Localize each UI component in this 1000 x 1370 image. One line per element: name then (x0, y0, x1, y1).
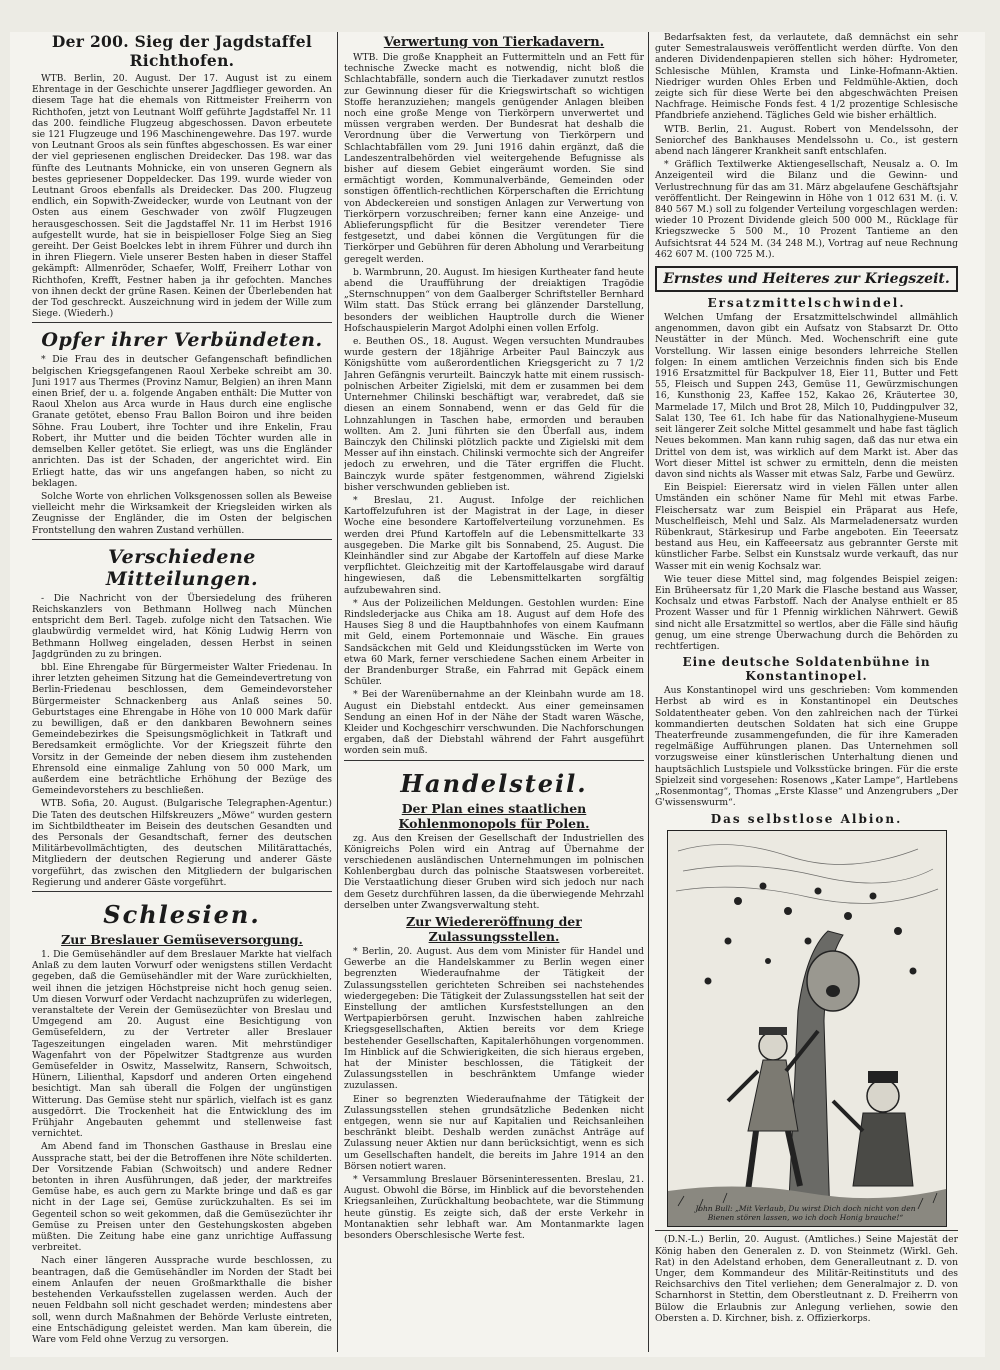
article-paragraph: WTB. Berlin, 21. August. Robert von Mendelssohn, der Seniorchef des Bankhauses Mendelssohn u. Co., ist gestern abend nach längerer Krankheit sanft entschlafen. (655, 123, 958, 158)
article-paragraph: (D.N.-L.) Berlin, 20. August. (Amtliches.) Seine Majestät der König haben den Generalen z. D. von Steinmetz (Wirkl. Geh. Rat) in den Adelstand erhoben, dem Generalleutnant z. D. von Unger, dem Kommandeur des Militär-Reitinstituts und des Reichsarchivs den Titel verliehen; dem Generalmajor z. D. von Scharnhorst in Stettin, dem Oberstleutnant z. D. Freiherrn von Bülow die Erlaubnis zur Anlegung verliehen, sowie den Obersten a. D. Kirchner, bish. z. Offizierkorps. (655, 1234, 958, 1324)
divider (344, 760, 644, 761)
article-paragraph: * Aus der Polizeilichen Meldungen. Gestohlen wurden: Eine Rindslederjacke aus Chika am 18. August auf dem Hofe des Hauses Sieg 8 und die Hauptbahnhofes von einem Kaufmann mit Geld, einem Portemonnaie und Wäsche. Ein graues Sandsäckchen mit Geld und Kleidungsstücken im Werte von etwa 60 Mark, ferner verschiedene Sachen einem Arbeiter in der Brandenburger Straße, ein Fahrrad mit Gepäck einem Schüler. (344, 597, 644, 688)
article-paragraph: * Bei der Warenübernahme an der Kleinbahn wurde am 18. August ein Diebstahl entdeckt. Aus einer gemeinsamen Sendung an einen Hof in der Nähe der Stadt waren Wäsche, Kleider und Kochgeschirr verschwunden. Die Nachforschungen ergaben, daß der Diebstahl während der Fahrt ausgeführt worden sein muß. (344, 689, 644, 757)
article-paragraph: Nach einer längeren Aussprache wurde beschlossen, zu beantragen, daß die Gemüsehändler im Norden der Stadt bei einem Anlaufen der neuen Großmarkthalle die bisher bestehenden Verkaufsstellen zugelassen werden. Auch der neuen Feldbahn soll nicht geschadet werden; mindestens aber soll, wenn durch Maßnahmen der Behörde Verluste eintreten, eine Entschädigung geleistet werden. Man kam überein, die Ware vom Feld ohne Verzug zu versorgen. (32, 1255, 332, 1345)
article-paragraph: e. Beuthen OS., 18. August. Wegen versuchten Mundraubes wurde gestern der 18jährige Arbeiter Paul Bainczyk aus Königshütte vom außerordentlichen Kriegsgericht zu 7 1/2 Jahren Gefängnis verurteilt. Bainczyk hatte mit einem russisch-polnischen Arbeiter Zigielski, mit dem er zusammen bei dem Unternehmer Chilinski beschäftigt war, verabredet, daß sie diesen an einem Sonnabend, wenn er das Geld für die Lohnzahlungen in Taschen habe, ermorden und berauben wollten. Am 2. Juni führten sie den Überfall aus, indem Bainczyk den Chilinski plötzlich packte und Zigielski mit dem Messer auf ihn einstach. Chilinski vermochte sich der Angreifer jedoch zu erwehren, und die Täter ergriffen die Flucht. Bainczyk wurde später festgenommen, während Zigielski bisher verschwunden geblieben ist. (344, 336, 644, 493)
article-paragraph: Welchen Umfang der Ersatzmittelschwindel allmählich angenommen, davon gibt ein Aufsatz von Stabsarzt Dr. Otto Neustätter in der Münch. Med. Wochenschrift eine gute Vorstellung. Wir lassen einige besonders lehrreiche Stellen folgen: In einem amtlichen Verzeichnis finden sich bis Ende 1916 Ersatzmittel für Backpulver 18, Eier 11, Butter und Fett 55, Fleisch und Suppen 243, Gemüse 11, Gewürzmischungen 16, Kunsthonig 23, Kaffee 152, Kakao 26, Kräutertee 30, Marmelade 17, Milch und Brot 28, Milch 10, Puddingpulver 32, Salat 130, Tee 61. Ich habe für das Nationalhygiene-Museum seit längerer Zeit solche Mittel gesammelt und habe fast täglich Neues bekommen. Man kann ruhig sagen, daß das nur etwa ein Drittel von dem ist, was wirklich auf dem Markt ist. Aber das Wort dieser Mittel ist schwer zu ermitteln, denn die meisten davon sind nichts als Wasser mit etwas Salz, Farbe und Gewürz. (655, 312, 958, 480)
article-paragraph: 1. Die Gemüsehändler auf dem Breslauer Markte hat vielfach Anlaß zu dem lauten Vorwurf oder wenigstens stillen Verdacht gegeben, daß die Gemüsehändler mit der Ware zurückhielten, weil ihnen die jetzigen Höchstpreise nicht hoch genug seien. Um diesen Vorwurf oder Verdacht nachzuprüfen zu widerlegen, veranstaltete der Verein der Gemüsezüchter von Breslau und Umgegend am 20. August eine Besichtigung von Gemüsefeldern, zu der Vertreter aller Breslauer Tageszeitungen eingeladen waren. Mit mehrstündiger Wagenfahrt von der Pöpelwitzer Stadtgrenze aus wurden Gemüsefelder in Oswitz, Masselwitz, Ransern, Schwoitsch, Hünern, Lilienthal, Kapsdorf und anderen Orten eingehend besichtigt. Man sah überall die Folgen der ungünstigen Witterung. Das Gemüse steht nur spärlich, vielfach ist es ganz ausgedörrt. Die Trockenheit hat die Entwicklung des im Frühjahr Angebauten gehemmt und stellenweise fast vernichtet. (32, 949, 332, 1140)
article-paragraph: Aus Konstantinopel wird uns geschrieben: Vom kommenden Herbst ab wird es in Konstantinopel ein Deutsches Soldatentheater geben. Von den zahlreichen nach der Türkei kommandierten deutschen Soldaten hat sich eine Gruppe Theaterfreunde zusammengefunden, die für ihre Kameraden regelmäßige Aufführungen planen. Das Unternehmen soll vorzugsweise einer künstlerischen Unterhaltung dienen und hauptsächlich Lustspiele und Volksstücke bringen. Für die erste Spielzeit sind vorgesehen: Rosenows „Kater Lampe“, Hartlebens „Rosenmontag“, Thomas „Erste Klasse“ und Anzengrubers „Der G'wissenswurm“. (655, 685, 958, 809)
column-rule (337, 32, 338, 1352)
headline-verschiedene: Verschiedene Mitteilungen. (105, 545, 259, 590)
divider (655, 1230, 958, 1231)
article-paragraph: bbl. Eine Ehrengabe für Bürgermeister Walter Friedenau. In ihrer letzten geheimen Sitzung hat die Gemeindevertretung von Berlin-Friedenau beschlossen, dem Gemeindevorsteher Bürgermeister Schnackenberg aus Anlaß seines 50. Geburtstages eine Ehrengabe in Höhe von 10 000 Mark dafür zu bewilligen, daß er den dankbaren Bewohnern seines Gemeindebezirkes die Speisungsmöglichkeit in Tatkraft und Beredsamkeit ermöglichte. Vor der Kriegszeit führte den Vorsitz in der Gemeinde der neben diesem ihm zustehenden Ehrensold eine einmalige Zahlung von 50 000 Mark, um außerdem eine beträchtliche Erhöhung der Bezüge des Gemeindevorstehers zu beschließen. (32, 661, 332, 797)
subheadline-zulassungsstellen: Zur Wiedereröffnung der Zulassungsstellen. (406, 914, 582, 945)
article-paragraph: Wie teuer diese Mittel sind, mag folgendes Beispiel zeigen: Ein Brüheersatz für 1,20 Mark die Flasche bestand aus Wasser, Kochsalz und etwas Farbstoff. Nach der Analyse enthielt er 85 Prozent Wasser und für 1 Pfennig wirklichen Nährwert. Gewiß sind nicht alle Ersatzmittel so wertlos, aber die Fälle sind häufig genug, um eine strenge Überwachung durch die Behörden zu rechtfertigen. (655, 573, 958, 652)
headline-jagdstaffel: Der 200. Sieg der Jagdstaffel Richthofen. (51, 32, 313, 70)
headline-ernstes-heiteres: Ernstes und Heiteres zur Kriegszeit. (655, 266, 958, 292)
article-paragraph: Am Abend fand im Thonschen Gasthause in Breslau eine Aussprache statt, bei der die Betroffenen ihre Nöte schilderten. Der Vorsitzende Fabian (Schwoitsch) und andere Redner betonten in ihren Ausführungen, daß jeder, der marktreifes Gemüse habe, es auch gern zu Markte bringe und daß es gar nicht in der Lage sei, Gemüse zurückzuhalten. Es sei im Gegenteil schon so weit gekommen, daß die Gemüsezüchter ihr Gemüse zu Preisen unter den Gestehungskosten abgeben müßten. Die Zeitung habe eine ganz unrichtige Auffassung verbreitet. (32, 1141, 332, 1254)
article-paragraph: Einer so begrenzten Wiederaufnahme der Tätigkeit der Zulassungsstellen stehen grundsätzliche Bedenken nicht entgegen, wenn sie nur auf Kapitalien und Reichsanleihen beschränkt bleibt. Deshalb werden zunächst Anträge auf Zulassung neuer Aktien nur dann berücksichtigt, wenn es sich um Gesellschaften handelt, die bereits im Jahre 1914 an den Börsen notiert waren. (344, 1093, 644, 1172)
column-3 (655, 32, 958, 1352)
article-paragraph: WTB. Sofia, 20. August. (Bulgarische Telegraphen-Agentur.) Die Taten des deutschen Hilfskreuzers „Möwe“ wurden gestern im Sichtbildtheater im Beisein des deutschen Gesandten und des Personals der Gesandtschaft, ferner des deutschen Militärbevollmächtigten, des deutschen Militärattachés, Mitgliedern der deutschen Regierung und anderer Gäste vorgeführt, das zwischen den Mitgliedern der bulgarischen Regierung und anderer Gäste vorgeführt. (32, 798, 332, 888)
headline-handelsteil: Handelsteil. (400, 768, 588, 798)
article-paragraph: * Berlin, 20. August. Aus dem vom Minister für Handel und Gewerbe an die Handelskammer zu Berlin wegen einer begrenzten Wiederaufnahme der Tätigkeit der Zulassungsstellen gerichteten Schreiben sei nachstehendes wiedergegeben: Die Tätigkeit der Zulassungsstellen hat seit der Einstellung der amtlichen Kursfeststellungen an den Wertpapierbörsen geruht. Inzwischen haben zahlreiche Kriegsgesellschaften, Aktien bereits vor dem Kriege bestehender Gesellschaften, Kapitalerhöhungen vorgenommen. Im Hinblick auf die Schwierigkeiten, die sich hieraus ergeben, hat der Minister beschlossen, die Tätigkeit der Zulassungsstellen in beschränktem Umfange wieder zuzulassen. (344, 946, 644, 1092)
article-paragraph: Ein Beispiel: Eierersatz wird in vielen Fällen unter allen Umständen ein schöner Name für Mehl mit etwas Farbe. Fleischersatz war zum Beispiel ein Präparat aus Hefe, Muschelfleisch, Mehl und Salz. Als Marmeladenersatz wurden Rübenkraut, Stärkesirup und Farbe angeboten. Ein Teeersatz bestand aus Heu, ein Kaffeeersatz aus gebrannter Gerste mit künstlicher Farbe. Selbst ein Kunstsalz wurde verkauft, das nur Wasser mit ein wenig Kochsalz war. (655, 482, 958, 572)
headline-verwertung: Verwertung von Tierkadavern. (383, 35, 605, 50)
article-paragraph: * Versammlung Breslauer Börseninteressenten. Breslau, 21. August. Obwohl die Börse, im Hinblick auf die bevorstehenden Kriegsanleihen, Zurückhaltung beobachtete, war die Stimmung heute günstig. Es zeigte sich, daß der erste Verkehr in Montanaktien sehr lebhaft war. Am Montanmarkte lagen besonders Oberschlesische Werte fest. (344, 1174, 644, 1242)
cartoon-caption: John Bull: „Mit Verlaub, Du wirst Dich doch nicht von den Bienen stören lassen, wo ich doch Honig brauche!“ (695, 1204, 916, 1223)
article-paragraph: WTB. Die große Knappheit an Futtermitteln und an Fett für technische Zwecke macht es notwendig, nicht bloß die Schlachtabfälle, sondern auch die Tierkadaver zunutzt restlos zur Gewinnung dieser für die Kriegswirtschaft so wichtigen Stoffe heranzuziehen; mangels genügender Anlagen bleiben noch eine große Menge von Tierkörpern unverwertet und müssen vergraben werden. Der Bundesrat hat deshalb die Verordnung über die Verwertung von Tierkörpern und Schlachtabfällen vom 29. Juni 1916 dahin ergänzt, daß die Landeszentralbehörden viel weitergehende Befugnisse als bisher auf diesem Gebiet eingeräumt worden. Sie sind ermächtigt worden, Kommunalverbände, Gemeinden oder sonstigen öffentlich-rechtlichen Körperschaften die Errichtung von Abdeckereien und sonstigen Anlagen zur Verwertung von Tierkörpern vorzuschreiben; ferner kann eine Anzeige- und Ablieferungspflicht für die Besitzer verendeter Tiere festgesetzt, und dabei können die Vergütungen für die Tierkörper und Gebühren für deren Abholung und Verarbeitung geregelt werden. (344, 52, 644, 265)
cartoon-illustration (667, 830, 947, 1227)
newspaper-page (10, 32, 985, 1357)
cartoon-drawing (668, 831, 946, 1226)
subheadline-kohlenmonopol: Der Plan eines staatlichen Kohlenmonopols für Polen. (398, 800, 590, 831)
subheadline-ersatzmittel: Ersatzmittelschwindel. (707, 296, 906, 311)
article-paragraph: b. Warmbrunn, 20. August. Im hiesigen Kurtheater fand heute abend die Uraufführung der dreiaktigen Tragödie „Sternschnuppen“ von dem Gaalberger Schriftsteller Bernhard Wilm statt. Das Stück errang bei glänzender Darstellung, besonders der weiblichen Hauptrolle durch die Wiener Hofschauspielerin Margot Adolphi einen vollen Erfolg. (344, 266, 644, 334)
article-paragraph: zg. Aus den Kreisen der Gesellschaft der Industriellen des Königreichs Polen wird ein Antrag auf Übernahme der verschiedenen ausländischen Unternehmungen im polnischen Kohlenbergbau durch das polnische Staatswesen vorbereitet. Die Verstaatlichung dieser Gruben wird sich jedoch nur nach dem Gesetz durchführen lassen, da die überwiegende Mehrzahl derselben unter Zwangsverwaltung steht. (344, 832, 644, 911)
article-paragraph: Solche Worte von ehrlichen Volksgenossen sollen als Beweise vielleicht mehr die Wirksamkeit der Kriegsleiden wirken als Zeugnisse der Engländer, die im Osten der belgischen Frontstellung den wahren Zustand verhüllen. (32, 490, 332, 536)
column-rule (648, 32, 649, 1352)
article-paragraph: WTB. Berlin, 20. August. Der 17. August ist zu einem Ehrentage in der Geschichte unserer Jagdflieger geworden. An diesem Tage hat die ehemals von Rittmeister Freiherrn von Richthofen, jetzt von Leutnant Wolff geführte Jagdstaffel Nr. 11 das 200. feindliche Flugzeug abgeschossen. Davon erbeutete sie 121 Flugzeuge und 196 Maschinengewehre. Das 197. wurde von Leutnant Groos als sein fünftes abgeschossen. Es war einer der viel gepriesenen englischen Dreidecker. Das 198. war das fünfte des Leutnants Mohnicke, ein von unseren Gegnern als bestes gepriesener Doppeldecker. Das 199. wurde wieder von Leutnant Groos ebenfalls als Dreidecker. Das 200. Flugzeug endlich, ein Sopwith-Zweidecker, wurde von Leutnant von der Osten aus einem Geschwader von zwölf Flugzeugen herausgeschossen. Seit die Jagdstaffel Nr. 11 im Herbst 1916 aufgestellt wurde, hat sie in beispielloser Folge Sieg an Sieg gereiht. Der Geist Boelckes lebt in ihrem Führer und durch ihn in ihren Fliegern. Viele unserer Besten haben in dieser Staffel gekämpft: Allmenröder, Schaefer, Wolff, Freiherr Lothar von Richthofen, Krefft, Festner haben ja ihr gefochten. Manches von ihnen deckt der grüne Rasen. Keinen der Überlebenden hat der Tod geschreckt. Auszeichnung wird in jedem der Wille zum Siege. (Wiederh.) (32, 73, 332, 320)
headline-opfer: Opfer ihrer Verbündeten. (41, 329, 323, 352)
divider (32, 322, 332, 323)
subheadline-soldatenbuehne: Eine deutsche Soldatenbühne in Konstantinopel. (682, 655, 931, 684)
article-paragraph: Bedarfsakten fest, da verlautete, daß demnächst ein sehr guter Semestralausweis veröffentlicht werden dürfte. Von den anderen Dividendenpapieren stellen sich höher: Hydrometer, Schlesische Mühlen, Kramsta und Linke-Hofmann-Aktien. Niedriger wurden Ohles Erben und Feldmühle-Aktien, doch zeigte sich für diese Werte bei den abgeschwächten Preisen Nachfrage. Heimische Fonds fest. 4 1/2 prozentige Schlesische Pfandbriefe anziehend. Tägliches Geld wie bisher erhältlich. (655, 32, 958, 122)
article-paragraph: - Die Nachricht von der Übersiedelung des früheren Reichskanzlers von Bethmann Hollweg nach München entspricht dem Berl. Tageb. zufolge nicht den Tatsachen. Wie glaubwürdig vermeldet wird, hat König Ludwig Herrn von Bethmann Hollweg eingeladen, dessen Herbst in seinen Jagdgründen zu zu bringen. (32, 592, 332, 660)
article-paragraph: * Breslau, 21. August. Infolge der reichlichen Kartoffelzufuhren ist der Magistrat in der Lage, in dieser Woche eine besondere Kartoffelverteilung vorzunehmen. Es werden drei Pfund Kartoffeln auf die Lebensmittelkarte 33 ausgegeben. Die Marke gilt bis Sonnabend, 25. August. Die Kleinhändler sind zur Abgabe der Kartoffeln auf diese Marke verpflichtet. Gleichzeitig mit der Kartoffelausgabe wird darauf hingewiesen, daß die Lebensmittelkarten sorgfältig aufzubewahren sind. (344, 494, 644, 596)
article-paragraph: * Gräflich Textilwerke Aktiengesellschaft, Neusalz a. O. Im Anzeigenteil wird die Bilanz und die Gewinn- und Verlustrechnung für das am 31. März abgelaufene Geschäftsjahr veröffentlicht. Der Reingewinn in Höhe von 1 012 631 M. (i. V. 840 567 M.) soll zu folgender Verteilung vorgeschlagen werden: wieder 10 Prozent Dividende gleich 500 000 M., Rücklage für Kriegszwecke 5 500 M., 10 Prozent Tantieme an den Aufsichtsrat 44 524 M. (34 248 M.), Vortrag auf neue Rechnung 462 607 M. (100 725 M.). (655, 159, 958, 260)
column-2 (344, 32, 644, 1352)
article-paragraph: * Die Frau des in deutscher Gefangenschaft befindlichen belgischen Kriegsgefangenen Raoul Xerbeke schreibt am 30. Juni 1917 aus Thermes (Provinz Namur, Belgien) an ihren Mann einen Brief, der u. a. folgende Angaben enthält: Die Mutter von Raoul Xhelon aus Arca wurde in Haus durch eine englische Granate getötet, ebenso Frau Ballon Boiron und ihre beiden Söhne. Frau Loubert, ihre Tochter und ihre Enkelin, Frau Robert, ihr Mutter und die beiden Töchter wurden alle in demselben Keller getötet. Sie erliegt, was uns die Engländer anrichten. Das ist der Schaden, der angerichtet wird. Ein Erliegt hatte, das wir uns angefangen haben, so nicht zu beklagen. (32, 354, 332, 489)
subheadline-gemuese: Zur Breslauer Gemüseversorgung. (61, 932, 303, 947)
divider (32, 539, 332, 540)
column-1 (32, 32, 332, 1352)
headline-schlesien: Schlesien. (103, 900, 261, 929)
divider (32, 891, 332, 892)
cartoon-title: Das selbstlose Albion. (710, 812, 903, 827)
